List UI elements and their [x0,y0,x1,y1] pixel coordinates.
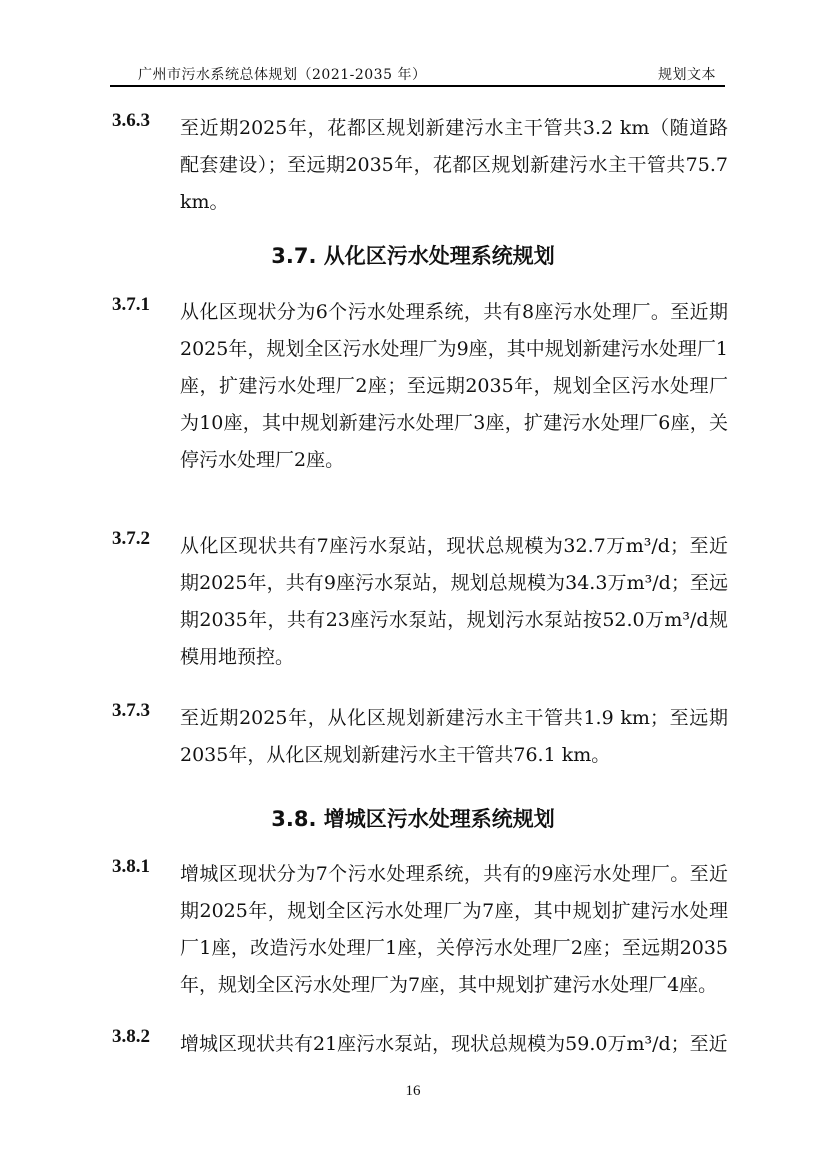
clause-number: 3.7.3 [112,700,150,721]
document-title: 广州市污水系统总体规划（2021-2035 年） [138,67,427,83]
clause-text: 增城区现状分为7个污水处理系统，共有的9座污水处理厂。至近期2025年，规划全区污水处理厂为7座，其中规划扩建污水处理厂1座，改造污水处理厂1座，关停污水处理厂2座；至远期2035年，规划全区污水处理厂为7座，其中规划扩建污水处理厂4座。 [180,863,728,996]
clause-text: 从化区现状共有7座污水泵站，现状总规模为32.7万m³/d；至近期2025年，共有9座污水泵站，规划总规模为34.3万m³/d；至远期2035年，共有23座污水泵站，规划污水泵站按52.0万m³/d规模用地预控。 [180,535,728,668]
document-type: 规划文本 [658,67,716,83]
clause-text: 从化区现状分为6个污水处理系统，共有8座污水处理厂。至近期2025年，规划全区污水处理厂为9座，其中规划新建污水处理厂1座，扩建污水处理厂2座；至远期2035年，规划全区污水处理厂为10座，其中规划新建污水处理厂3座，扩建污水处理厂6座，关停污水处理厂2座。 [180,301,728,471]
section-heading-3-7: 3.7. 从化区污水处理系统规划 [271,244,555,268]
clause-number: 3.8.2 [112,1026,150,1047]
clause-number: 3.8.1 [112,856,150,877]
page-number: 16 [405,1083,421,1099]
header-divider [110,85,725,87]
section-heading-3-8: 3.8. 增城区污水处理系统规划 [271,807,555,831]
clause-number: 3.7.2 [112,528,150,549]
clause-text: 增城区现状共有21座污水泵站，现状总规模为59.0万m³/d；至近 [180,1033,728,1055]
clause-text: 至近期2025年，从化区规划新建污水主干管共1.9 km；至远期2035年，从化区规划新建污水主干管共76.1 km。 [180,707,728,766]
clause-text: 至近期2025年，花都区规划新建污水主干管共3.2 km（随道路配套建设）；至远期2035年，花都区规划新建污水主干管共75.7 km。 [180,117,728,213]
clause-number: 3.7.1 [112,294,150,315]
clause-number: 3.6.3 [112,110,150,131]
